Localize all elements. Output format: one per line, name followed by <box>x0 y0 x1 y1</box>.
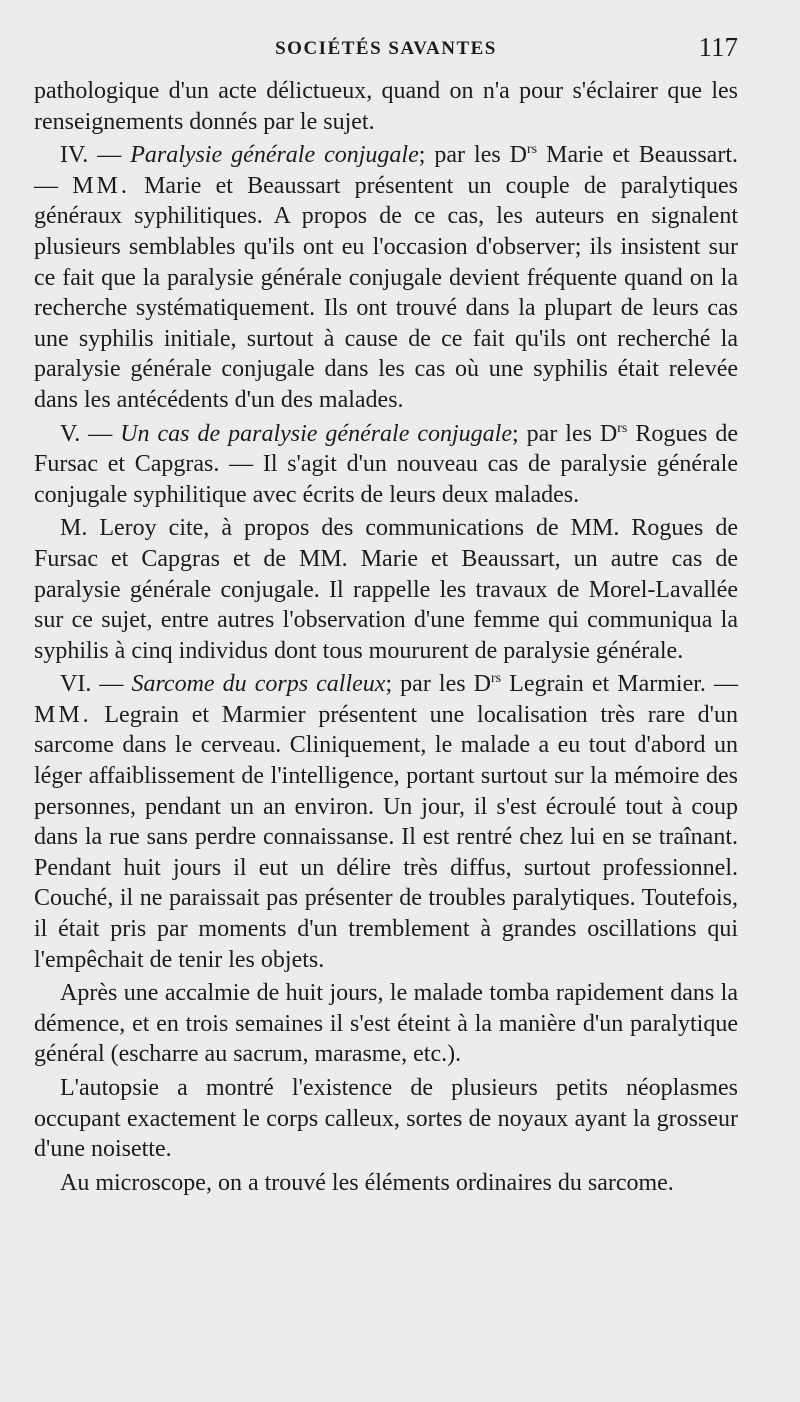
mm-abbrev: MM. <box>34 701 92 728</box>
paragraph-autopsie: L'autopsie a montré l'existence de plusieurs petits néoplasmes occupant exactement le corps calleux, sortes de noyaux ayant la grosseur d'une noisette. <box>34 1075 738 1163</box>
superscript: rs <box>527 142 538 158</box>
byline: ; par les D <box>418 142 527 169</box>
section-number: IV. — <box>60 142 122 169</box>
superscript: rs <box>490 671 502 687</box>
section-text: Marie et Beaussart présentent un couple de paralytiques généraux syphilitiques. A propos de ce cas, les auteurs en signalent plusieurs semblables qu'ils ont eu l'occasion d'observer; ils insistent sur ce fait que la paralysie générale conjugale devient fréquente quand on la recherche systématiquement. Ils ont trouvé dans la plupart de leurs cas une syphilis initiale, surtout à cause de ce fait qu'ils ont recherché la paralysie générale conjugale dans les cas où une syphilis était relevée dans les antécédents d'un des malades. <box>34 172 738 413</box>
section-text: Legrain et Marmier présentent une localisation très rare d'un sarcome dans le cerveau. Cliniquement, le malade a eu tout d'abord un léger affaiblissement de l'intelligence, portant surtout sur la mémoire des personnes, pendant un an environ. Un jour, il s'est écroulé tout à coup dans la rue sans perdre connaissanse. Il est rentré chez lui en se traînant. Pendant huit jours il eut un délire très diffus, surtout professionnel. Couché, il ne paraissait pas présenter de troubles paralytiques. Toutefois, il était pris par moments d'un tremblement à grandes oscillations qui l'empêchait de tenir les objets. <box>34 701 738 973</box>
section-title: Paralysie générale conjugale <box>130 142 419 169</box>
paragraph-accalmie: Après une accalmie de huit jours, le malade tomba rapidement dans la démence, et en trois semaines il s'est éteint à la manière d'un paralytique général (escharre au sacrum, marasme, etc.). <box>34 980 738 1068</box>
section-title: Un cas de paralysie générale conjugale <box>120 420 513 447</box>
paragraph-microscope: Au microscope, on a trouvé les éléments ordinaires du sarcome. <box>60 1169 674 1196</box>
authors: Marie et Beaussart. — <box>34 142 738 199</box>
paragraph-continuation: pathologique d'un acte délictueux, quand on n'a pour s'éclairer que les renseignements donnés par le sujet. <box>34 78 738 135</box>
page-number: 117 <box>698 32 738 62</box>
page-header <box>34 32 738 68</box>
paragraph-section-iv <box>34 140 738 415</box>
superscript: rs <box>617 420 628 436</box>
page-body <box>34 76 738 1198</box>
authors: Legrain et Marmier. — <box>501 671 739 698</box>
section-number: V. — <box>60 420 113 447</box>
paragraph-section-v <box>34 419 738 511</box>
paragraph-section-vi <box>34 669 738 975</box>
section-number: VI. — <box>60 671 124 698</box>
byline: ; par les D <box>385 671 491 698</box>
byline: ; par les D <box>512 420 618 447</box>
paragraph-leroy: M. Leroy cite, à propos des communications de MM. Rogues de Fursac et Capgras et de MM. Marie et Beaussart, un autre cas de paralysie générale conjugale. Il rappelle les travaux de Morel-Lavallée sur ce sujet, entre autres l'observation d'une femme qui communiqua la syphilis à cinq individus dont tous moururent de paralysie générale. <box>34 515 738 664</box>
section-text: Rogues de Fursac et Capgras. — Il s'agit d'un nouveau cas de paralysie générale conjugale syphilitique avec écrits de leurs deux malades. <box>34 420 739 508</box>
mm-abbrev: MM. <box>72 172 130 199</box>
running-head: SOCIÉTÉS SAVANTES <box>275 38 497 59</box>
section-title: Sarcome du corps calleux <box>131 671 386 698</box>
